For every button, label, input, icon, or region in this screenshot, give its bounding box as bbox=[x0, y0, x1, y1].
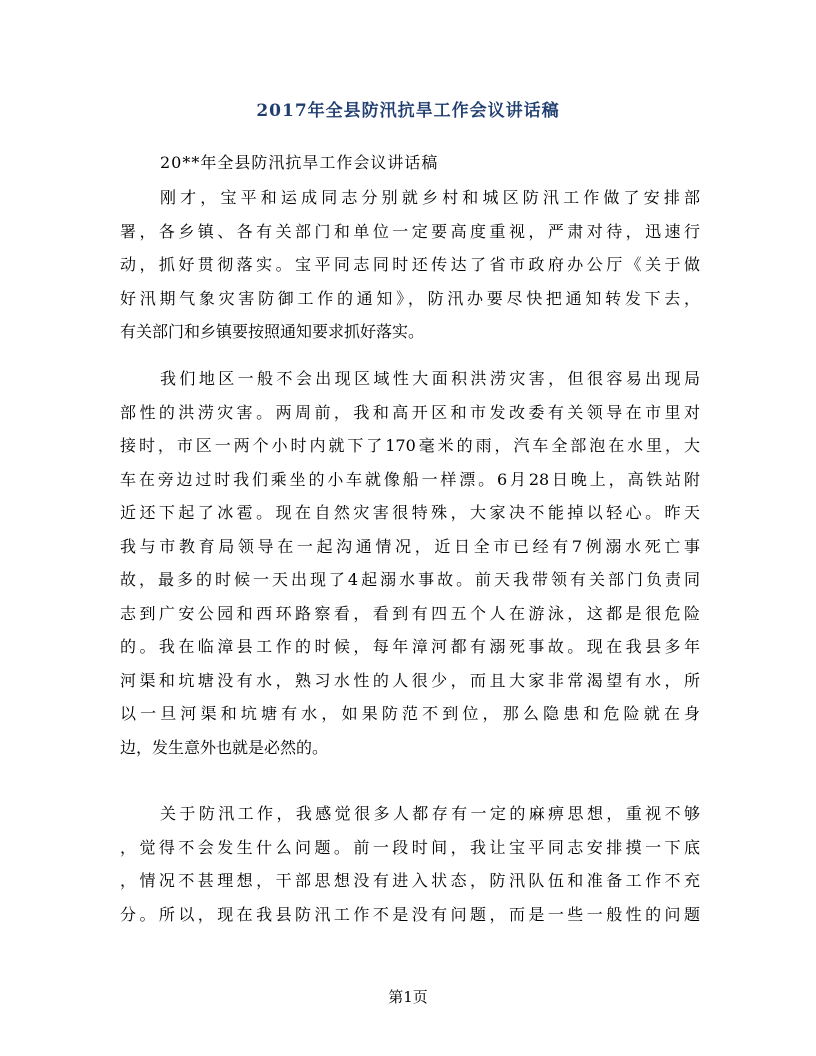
paragraph-line: 以一旦河渠和坑塘有水，如果防范不到位，那么隐患和危险就在身 bbox=[120, 704, 700, 723]
paragraph-2 bbox=[120, 362, 700, 764]
paragraph-line: 故，最多的时候一天出现了4起溺水事故。前天我带领有关部门负责同 bbox=[120, 570, 700, 589]
paragraph-line: 刚才，宝平和运成同志分别就乡村和城区防汛工作做了安排部 bbox=[160, 188, 700, 207]
paragraph-line: 边，发生意外也就是必然的。 bbox=[120, 737, 329, 757]
paragraph-line: 我们地区一般不会出现区域性大面积洪涝灾害，但很容易出现局 bbox=[160, 369, 700, 388]
paragraph-line: 有关部门和乡镇要按照通知要求抓好落实。 bbox=[120, 322, 425, 341]
paragraph-line: 部性的洪涝灾害。两周前，我和高开区和市发改委有关领导在市里对 bbox=[120, 402, 700, 422]
paragraph-line: 接时，市区一两个小时内就下了170毫米的雨，汽车全部泡在水里，大 bbox=[120, 436, 700, 455]
paragraph-line: 我与市教育局领导在一起沟通情况，近日全市已经有7例溺水死亡事 bbox=[120, 536, 700, 556]
paragraph-line: 车在旁边过时我们乘坐的小车就像船一样漂。6月28日晚上，高铁站附 bbox=[120, 469, 700, 489]
paragraph-line: ，情况不甚理想，干部思想没有进入状态，防汛队伍和准备工作不充 bbox=[120, 871, 700, 890]
paragraph-3 bbox=[120, 797, 700, 931]
paragraph-1 bbox=[120, 181, 700, 349]
paragraph-line: 近还下起了冰雹。现在自然灾害很特殊，大家决不能掉以轻心。昨天 bbox=[120, 503, 700, 522]
paragraph-line: ，觉得不会发生什么问题。前一段时间，我让宝平同志安排摸一下底 bbox=[120, 837, 700, 857]
page-number: 第1页 bbox=[388, 988, 428, 1006]
paragraph-line: 志到广安公园和西环路察看，看到有四五个人在游泳，这都是很危险 bbox=[120, 603, 700, 623]
document-title: 2017年全县防汛抗旱工作会议讲话稿 bbox=[256, 101, 560, 121]
paragraph-line: 关于防汛工作，我感觉很多人都存有一定的麻痹思想，重视不够 bbox=[160, 804, 700, 823]
paragraph-line: 河渠和坑塘没有水，熟习水性的人很少，而且大家非常渴望有水，所 bbox=[120, 670, 700, 690]
paragraph-line: 分。所以，现在我县防汛工作不是没有问题，而是一些一般性的问题 bbox=[120, 904, 700, 924]
paragraph-line: 动，抓好贯彻落实。宝平同志同时还传达了省市政府办公厅《关于做 bbox=[120, 255, 700, 274]
paragraph-line: 好汛期气象灾害防御工作的通知》，防汛办要尽快把通知转发下去， bbox=[120, 288, 700, 308]
paragraph-line: 署，各乡镇、各有关部门和单位一定要高度重视，严肃对待，迅速行 bbox=[120, 221, 700, 241]
paragraph-line: 的。我在临漳县工作的时候，每年漳河都有溺死事故。现在我县多年 bbox=[120, 637, 700, 656]
document-subtitle: 20**年全县防汛抗旱工作会议讲话稿 bbox=[160, 153, 439, 172]
